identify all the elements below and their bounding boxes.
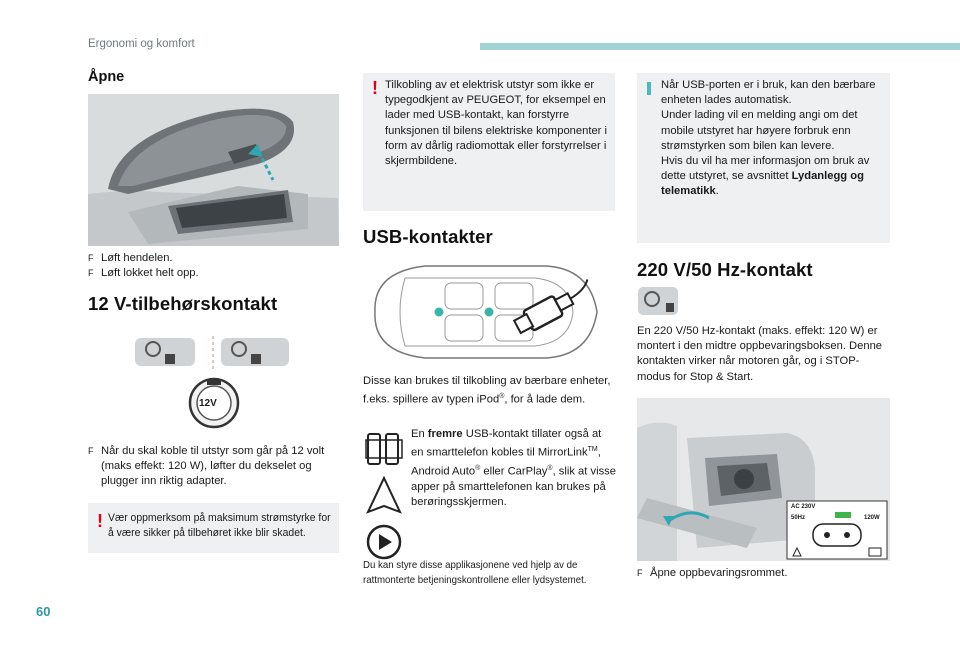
usb-note: Du kan styre disse applikasjonene ved hjelp av de rattmonterte betjeningskontrollene eller lydsystemet. [363,560,587,586]
open-heading: Åpne [88,69,125,85]
socket-220v-heading: 220 V/50 Hz-kontakt [637,259,813,280]
list-item: F Løft lokket helt opp. [88,267,199,280]
inset-w-label: 120W [864,515,880,521]
warning-box-usb: ! Tilkobling av et elektrisk utstyr som ikke er typegodkjent av PEUGEOT, for eksempel en lader med USB-kontakt, kan forstyrre funksjonen til bilens elektriske komponenter i form av dårlig radiomottak eller forstyrrelser i skjermbildene. [363,73,615,211]
usb-text: Disse kan brukes til tilkobling av bærbare enheter, f.eks. spillere av typen iPod®, for å lade dem. [363,375,611,406]
armrest-illustration [88,94,339,246]
socket-220v-text: En 220 V/50 Hz-kontakt (maks. effekt: 120 W) er montert i den midtre oppbevaringsboksen. Denne kontakten virker når motoren går, og i STOP-modus for Stop & Start. [637,325,883,383]
warning-icon: ! [372,78,378,98]
mirrorlink-icon [366,434,402,464]
front-usb-text: En fremre USB-kontakt tillater også at en smarttelefon kobles til MirrorLink™, Android Auto® eller CarPlay®, slik at visse apper på smarttelefonen kan brukes på berøringsskjermen. [411,428,616,509]
warning-box-12v: ! Vær oppmerksom på maksimum strømstyrke for å være sikker på tilbehøret ikke blir skadet. [88,503,339,553]
dashboard-location-icons [135,336,295,370]
list-item: F Åpne oppbevaringsrommet. [637,567,788,579]
warning-icon: ! [97,511,103,531]
list-item: F Når du skal koble til utstyr som går på 12 volt (maks effekt: 120 W), løfter du dekselet og plugger inn riktig adapter. [88,445,325,488]
app-icons [364,430,408,566]
header-accent-bar [480,43,960,50]
list-item: F Løft hendelen. [88,252,173,264]
page-number: 60 [36,604,51,619]
socket-step [88,444,343,490]
storage-step [637,566,892,581]
info-icon [647,82,651,95]
socket-label: 12V [199,398,217,409]
section-header: Ergonomi og komfort [88,38,195,50]
inset-hz-label: 50Hz [791,515,806,521]
socket-12v-heading: 12 V-tilbehørskontakt [88,293,278,314]
open-steps [88,251,338,281]
android-auto-icon [368,478,400,512]
usb-heading: USB-kontakter [363,226,493,247]
storage-220v-illustration [637,398,890,561]
dashboard-location-icon [638,287,680,317]
carplay-icon [368,526,400,558]
inset-ac-label: AC 230V [791,504,816,510]
usb-location-illustration [365,258,610,366]
info-box-usb: Når USB-porten er i bruk, kan den bærbare enheten lades automatisk. Under lading vil en melding angi om det mobile utstyret har høyere forbruk enn strømstyrken som bilen kan levere. Hvis du vil ha mer informasjon om bruk av dette utstyret, se avsnittet Lydanlegg og telematikk. [637,73,890,243]
